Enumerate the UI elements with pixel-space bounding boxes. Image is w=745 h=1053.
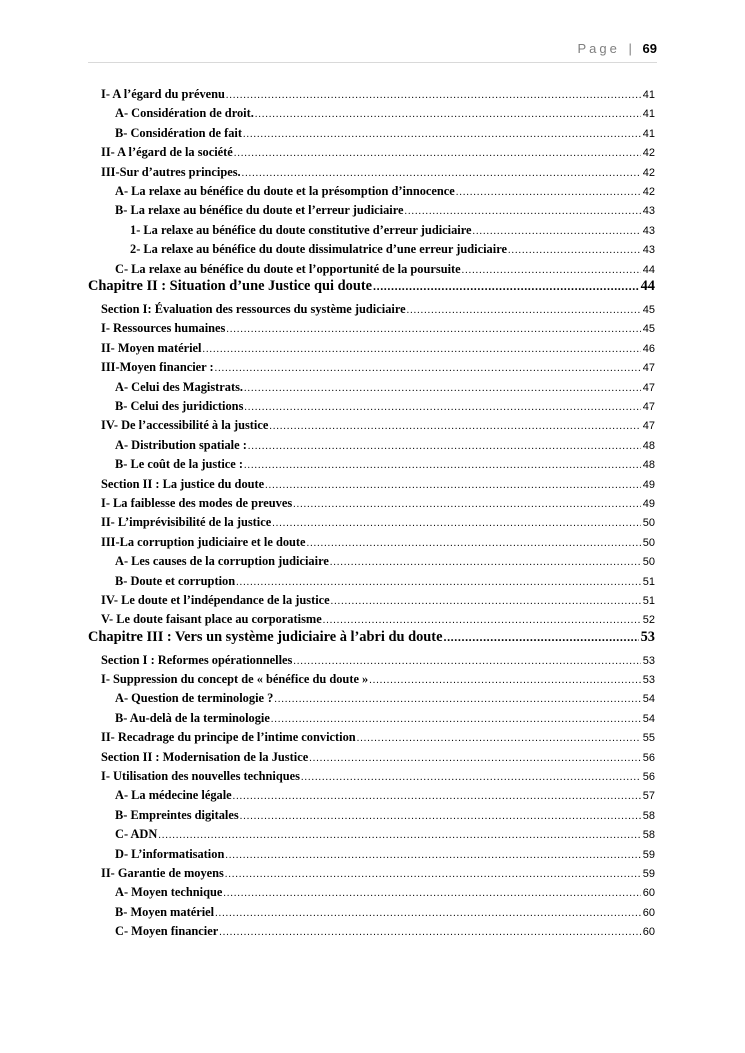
toc-entry-page: 47 bbox=[642, 420, 655, 433]
toc-entry[interactable] bbox=[115, 380, 655, 395]
toc-entry-page: 44 bbox=[642, 263, 655, 276]
toc-entry-title: III-La corruption judiciaire et le doute bbox=[101, 534, 306, 549]
toc-entry[interactable] bbox=[101, 165, 655, 180]
toc-entry[interactable] bbox=[115, 106, 655, 121]
toc-entry-title: B- Celui des juridictions bbox=[115, 398, 244, 413]
toc-entry-page: 55 bbox=[642, 732, 655, 745]
toc-entry[interactable] bbox=[115, 827, 655, 842]
toc-entry-page: 56 bbox=[642, 751, 655, 764]
toc-entry-title: III-Sur d’autres principes. bbox=[101, 164, 241, 179]
toc-entry-page: 54 bbox=[642, 712, 655, 725]
toc-leader-dots bbox=[243, 129, 641, 140]
toc-entry[interactable] bbox=[115, 457, 655, 472]
toc-entry-title: A- La médecine légale bbox=[115, 788, 232, 803]
toc-entry-title: Chapitre III : Vers un système judiciaire à l’abri du doute bbox=[88, 629, 443, 646]
toc-leader-dots bbox=[443, 630, 638, 645]
toc-entry-title: I- Suppression du concept de « bénéfice du doute » bbox=[101, 672, 369, 686]
toc-leader-dots bbox=[293, 499, 641, 510]
toc-leader-dots bbox=[223, 888, 640, 899]
toc-entry[interactable] bbox=[115, 203, 655, 218]
toc-entry[interactable] bbox=[115, 788, 655, 803]
toc-leader-dots bbox=[293, 656, 640, 667]
toc-entry-page: 47 bbox=[642, 362, 655, 375]
toc-leader-dots bbox=[269, 421, 640, 432]
toc-entry-page: 51 bbox=[642, 594, 655, 607]
toc-leader-dots bbox=[158, 830, 640, 841]
toc-entry[interactable] bbox=[101, 321, 655, 336]
toc-entry-page: 50 bbox=[642, 556, 655, 569]
toc-leader-dots bbox=[309, 753, 641, 764]
toc-entry[interactable] bbox=[101, 769, 655, 784]
toc-entry-title: IV- Le doute et l’indépendance de la justice bbox=[101, 592, 330, 607]
toc-leader-dots bbox=[255, 109, 641, 120]
toc-leader-dots bbox=[215, 908, 641, 919]
toc-entry[interactable] bbox=[101, 672, 655, 687]
toc-leader-dots bbox=[473, 226, 641, 237]
toc-entry-page: 60 bbox=[642, 906, 655, 919]
toc-entry-page: 46 bbox=[642, 342, 655, 355]
toc-entry-title: IV- De l’accessibilité à la justice bbox=[101, 418, 269, 433]
toc-entry-page: 47 bbox=[642, 400, 655, 413]
toc-leader-dots bbox=[225, 869, 641, 880]
toc-entry-title: V- Le doute faisant place au corporatisme bbox=[101, 612, 322, 627]
toc-leader-dots bbox=[271, 714, 641, 725]
toc-entry-title: III-Moyen financier : bbox=[101, 360, 214, 375]
toc-leader-dots bbox=[272, 518, 641, 529]
toc-entry[interactable] bbox=[115, 808, 655, 823]
toc-entry-title: II- Moyen matériel bbox=[101, 340, 202, 355]
toc-entry-title: I- Ressources humaines bbox=[101, 321, 226, 336]
toc-leader-dots bbox=[242, 168, 641, 179]
toc-entry-page: 53 bbox=[642, 654, 655, 667]
toc-entry-title: B- Doute et corruption bbox=[115, 573, 236, 588]
toc-entry-page: 58 bbox=[642, 809, 655, 822]
toc-entry[interactable] bbox=[115, 554, 655, 569]
toc-entry-page: 56 bbox=[642, 771, 655, 783]
toc-leader-dots bbox=[357, 733, 641, 744]
toc-entry[interactable] bbox=[115, 184, 655, 199]
toc-entry-title: I- A l’égard du prévenu bbox=[101, 87, 225, 101]
toc-entry-title: A- Les causes de la corruption judiciaire bbox=[115, 554, 329, 569]
toc-entry-title: C- ADN bbox=[115, 827, 158, 842]
toc-entry[interactable] bbox=[130, 223, 655, 238]
toc-entry-title: C- Moyen financier bbox=[115, 924, 219, 939]
toc-entry-title: D- L’informatisation bbox=[115, 846, 225, 861]
toc-leader-dots bbox=[405, 206, 641, 217]
toc-entry-title: B- Le coût de la justice : bbox=[115, 457, 244, 472]
toc-entry-title: II- A l’égard de la société bbox=[101, 145, 233, 160]
toc-leader-dots bbox=[265, 480, 641, 491]
toc-entry-title: A- Considération de droit. bbox=[115, 106, 254, 121]
toc-leader-dots bbox=[219, 927, 641, 938]
toc-entry-page: 50 bbox=[642, 517, 655, 530]
toc-entry-title: Section I : Reformes opérationnelles bbox=[101, 652, 293, 667]
toc-leader-dots bbox=[373, 279, 639, 294]
toc-leader-dots bbox=[225, 850, 640, 861]
toc-entry-page: 45 bbox=[642, 323, 655, 336]
toc-entry[interactable] bbox=[101, 866, 655, 881]
toc-entry[interactable] bbox=[101, 515, 655, 530]
toc-leader-dots bbox=[407, 305, 641, 316]
toc-entry[interactable] bbox=[101, 302, 655, 317]
toc-entry-page: 45 bbox=[642, 303, 655, 316]
toc-entry[interactable] bbox=[115, 438, 655, 453]
toc-entry[interactable] bbox=[101, 653, 655, 668]
toc-entry-page: 43 bbox=[642, 224, 655, 237]
toc-entry-title: I- Utilisation des nouvelles techniques bbox=[101, 769, 300, 783]
toc-entry-page: 53 bbox=[640, 629, 655, 646]
toc-entry-title: B- Moyen matériel bbox=[115, 904, 215, 919]
toc-entry-page: 43 bbox=[642, 244, 655, 257]
toc-entry-page: 42 bbox=[642, 166, 655, 179]
toc-entry-page: 41 bbox=[642, 127, 655, 140]
toc-entry[interactable] bbox=[101, 496, 655, 511]
toc-entry[interactable] bbox=[101, 593, 655, 608]
toc-entry-page: 43 bbox=[642, 205, 655, 218]
toc-leader-dots bbox=[226, 324, 640, 335]
toc-entry-title: A- La relaxe au bénéfice du doute et la présomption d’innocence bbox=[115, 184, 455, 198]
toc-entry[interactable] bbox=[130, 242, 655, 257]
toc-leader-dots bbox=[244, 460, 641, 471]
toc-leader-dots bbox=[323, 615, 641, 626]
toc-leader-dots bbox=[508, 245, 641, 256]
toc-leader-dots bbox=[215, 363, 641, 374]
toc-leader-dots bbox=[202, 344, 640, 355]
toc-entry[interactable] bbox=[115, 924, 655, 939]
toc-entry[interactable] bbox=[101, 612, 655, 627]
toc-entry-title: A- Question de terminologie ? bbox=[115, 691, 274, 706]
toc-leader-dots bbox=[462, 265, 641, 276]
page-word: Page bbox=[577, 41, 620, 56]
toc-entry[interactable] bbox=[115, 885, 655, 900]
toc-entry-title: B- La relaxe au bénéfice du doute et l’erreur judiciaire bbox=[115, 203, 404, 218]
toc-entry[interactable] bbox=[101, 477, 655, 492]
toc-entry[interactable] bbox=[115, 262, 655, 277]
header-rule bbox=[88, 62, 657, 63]
toc-leader-dots bbox=[331, 596, 641, 607]
toc-entry[interactable] bbox=[101, 418, 655, 433]
toc-leader-dots bbox=[226, 90, 641, 101]
toc-entry[interactable] bbox=[101, 535, 655, 550]
toc-entry-page: 44 bbox=[640, 278, 655, 295]
toc-entry-page: 49 bbox=[642, 478, 655, 491]
toc-leader-dots bbox=[274, 694, 640, 705]
toc-entry-page: 42 bbox=[642, 147, 655, 160]
toc-entry-title: II- L’imprévisibilité de la justice bbox=[101, 515, 272, 530]
toc-entry-title: C- La relaxe au bénéfice du doute et l’opportunité de la poursuite bbox=[115, 261, 461, 276]
toc-leader-dots bbox=[248, 441, 641, 452]
toc-entry-page: 41 bbox=[642, 89, 655, 101]
toc-entry-page: 60 bbox=[642, 926, 655, 939]
toc-entry[interactable] bbox=[115, 126, 655, 141]
toc-leader-dots bbox=[301, 772, 641, 783]
toc-entry-title: B- Empreintes digitales bbox=[115, 807, 239, 822]
toc-entry-title: Chapitre II : Situation d’une Justice qui doute bbox=[88, 278, 372, 295]
toc-entry-title: II- Garantie de moyens bbox=[101, 866, 224, 880]
toc-entry-page: 52 bbox=[642, 614, 655, 627]
toc-entry[interactable] bbox=[115, 399, 655, 414]
toc-entry-title: Section I: Évaluation des ressources du système judiciaire bbox=[101, 301, 406, 316]
toc-entry[interactable] bbox=[115, 711, 655, 726]
toc-entry-page: 57 bbox=[642, 790, 655, 803]
toc-entry-page: 59 bbox=[642, 848, 655, 861]
toc-entry-title: B- Au-delà de la terminologie bbox=[115, 710, 270, 725]
toc-entry-title: Section II : La justice du doute bbox=[101, 476, 265, 491]
page-number: 69 bbox=[642, 41, 657, 56]
toc-entry-page: 41 bbox=[642, 108, 655, 121]
toc-entry[interactable] bbox=[101, 145, 655, 160]
toc-entry-title: A- Celui des Magistrats. bbox=[115, 379, 244, 394]
toc-entry-title: Section II : Modernisation de la Justice bbox=[101, 749, 309, 764]
toc-entry-page: 49 bbox=[642, 497, 655, 510]
toc-leader-dots bbox=[233, 791, 641, 802]
toc-entry[interactable] bbox=[101, 87, 655, 102]
toc-leader-dots bbox=[234, 148, 641, 159]
toc-entry-page: 48 bbox=[642, 459, 655, 472]
toc-entry-title: 1- La relaxe au bénéfice du doute constitutive d’erreur judiciaire bbox=[130, 222, 472, 237]
toc-leader-dots bbox=[236, 577, 641, 588]
toc-entry-title: B- Considération de fait bbox=[115, 125, 243, 140]
toc-entry-page: 51 bbox=[642, 575, 655, 588]
toc-leader-dots bbox=[244, 402, 640, 413]
toc-entry[interactable] bbox=[115, 847, 655, 862]
page-header bbox=[578, 41, 657, 56]
toc-entry[interactable] bbox=[101, 341, 655, 356]
toc-leader-dots bbox=[369, 675, 641, 686]
toc-entry-page: 58 bbox=[642, 829, 655, 842]
toc-leader-dots bbox=[456, 187, 641, 198]
toc-entry[interactable] bbox=[115, 691, 655, 706]
toc-entry[interactable] bbox=[115, 574, 655, 589]
toc-leader-dots bbox=[244, 383, 641, 394]
toc-entry-page: 48 bbox=[642, 439, 655, 452]
toc-entry-page: 60 bbox=[642, 887, 655, 900]
toc-entry-title: 2- La relaxe au bénéfice du doute dissimulatrice d’une erreur judiciaire bbox=[130, 242, 507, 257]
toc-entry-page: 59 bbox=[642, 868, 655, 880]
toc-entry-title: A- Moyen technique bbox=[115, 885, 223, 900]
toc-entry-page: 53 bbox=[642, 674, 655, 686]
toc-entry-page: 50 bbox=[642, 536, 655, 549]
toc-chapter-entry[interactable] bbox=[88, 629, 655, 646]
toc-entry-title: I- La faiblesse des modes de preuves bbox=[101, 495, 293, 510]
toc-entry-page: 54 bbox=[642, 693, 655, 706]
toc-entry-page: 42 bbox=[642, 186, 655, 198]
toc-chapter-entry[interactable] bbox=[88, 278, 655, 295]
toc-leader-dots bbox=[240, 811, 641, 822]
toc-entry[interactable] bbox=[101, 730, 655, 745]
toc-entry-title: A- Distribution spatiale : bbox=[115, 437, 247, 452]
toc-entry[interactable] bbox=[115, 905, 655, 920]
toc-entry-page: 47 bbox=[642, 381, 655, 394]
toc-entry[interactable] bbox=[101, 750, 655, 765]
toc-leader-dots bbox=[330, 557, 641, 568]
page-separator: | bbox=[628, 41, 632, 56]
toc-leader-dots bbox=[307, 538, 641, 549]
toc-entry[interactable] bbox=[101, 360, 655, 375]
toc-entry-title: II- Recadrage du principe de l’intime conviction bbox=[101, 730, 356, 745]
